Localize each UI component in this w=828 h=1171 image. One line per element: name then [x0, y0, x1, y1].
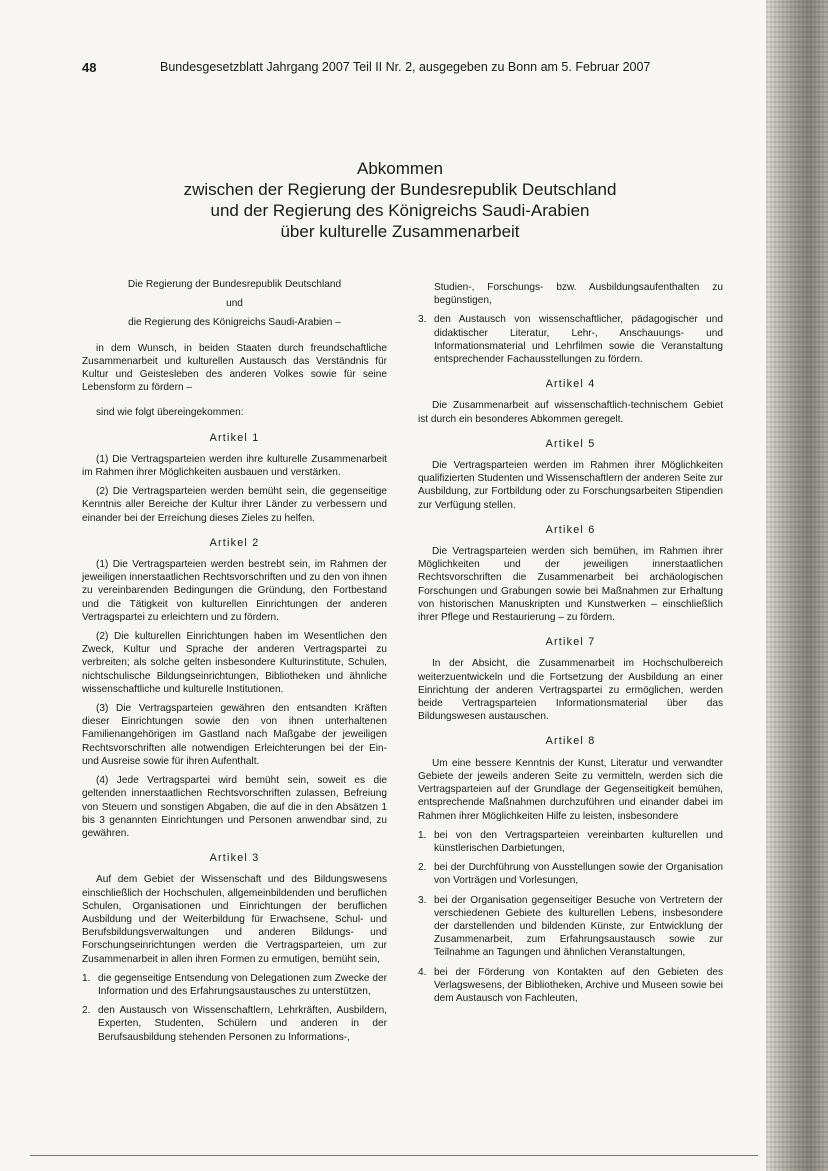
article-3-heading: Artikel 3: [209, 852, 260, 865]
title-line-3: und der Regierung des Königreichs Saudi-Arabien: [210, 201, 590, 220]
list-item: [418, 894, 723, 960]
article-8-heading: Artikel 8: [545, 735, 596, 748]
left-column: [82, 278, 387, 1050]
list-number: 1.: [418, 829, 427, 841]
list-item: [82, 972, 387, 998]
article-2-paragraph-1: (1) Die Vertragsparteien werden bestrebt sein, im Rahmen der jeweiligen innerstaatlichen Rechtsvorschriften und zu den von ihnen zu vereinbarenden Bedingungen die Gründung, den Fortbestand und die Tätigkeit von kulturellen Einrichtungen der anderen Vertragspartei zu erleichtern und zu fördern.: [82, 559, 387, 623]
article-4-heading: Artikel 4: [545, 378, 596, 391]
preamble-wish: in dem Wunsch, in beiden Staaten durch freundschaftliche Zusammenarbeit und kulturellen Austausch das Verständnis für Kultur und Geistesleben des anderen Volkes sowie für seine Lebensform zu fördern –: [82, 342, 387, 394]
list-text: die gegenseitige Entsendung von Delegationen zum Zwecke der Information und des Erfahrungsaustausches zu unterstützen,: [98, 972, 387, 997]
list-item-continuation: [418, 281, 723, 307]
running-head: Bundesgesetzblatt Jahrgang 2007 Teil II Nr. 2, ausgegeben zu Bonn am 5. Februar 2007: [160, 60, 651, 74]
article-5-heading: Artikel 5: [545, 437, 596, 450]
page-number: 48: [82, 60, 97, 75]
preamble-und: und: [226, 298, 243, 310]
article-1-paragraph-2: (2) Die Vertragsparteien werden bemüht sein, die gegenseitige Kenntnis aller Bereiche der Kultur ihrer Länder zu verbessern und einander bei der Erreichung dieses Zieles zu helfen.: [82, 486, 387, 524]
article-2-paragraph-3: (3) Die Vertragsparteien gewähren den entsandten Kräften dieser Einrichtungen sowie den von ihnen unterhaltenen Familienangehörigen im Gastland nach Maßgabe der jeweiligen Rechtsvorschriften alle notwendigen Erleichterungen bei der Ein- und Ausreise sowie für ihren Aufenthalt.: [82, 703, 387, 767]
title-line-4: über kulturelle Zusammenarbeit: [280, 222, 520, 241]
article-5-paragraph: Die Vertragsparteien werden im Rahmen ihrer Möglichkeiten qualifizierten Studenten und Wissenschaftlern der anderen Seite zur Ausbildung, zur Fortbildung oder zu Forschungsarbeiten Stipendien zur Verfügung stellen.: [418, 460, 723, 511]
preamble-party-1: Die Regierung der Bundesrepublik Deutschland: [127, 279, 342, 290]
bottom-rule: [30, 1155, 758, 1156]
article-2-paragraph-4: (4) Jede Vertragspartei wird bemüht sein, soweit es die geltenden innerstaatlichen Rechtsvorschriften zulassen, Befreiung von Steuern und sonstigen Abgaben, die auf die in den Absätzen 1 bis 3 genannten Einrichtungen und Personen anwendbar sind, zu gewähren.: [82, 775, 387, 839]
list-text: bei von den Vertragsparteien vereinbarten kulturellen und künstlerischen Darbietungen,: [434, 829, 723, 854]
list-number: 3.: [418, 894, 427, 906]
article-3-intro: Auf dem Gebiet der Wissenschaft und des Bildungswesens einschließlich der Hochschulen, allgemeinbildenden und beruflichen Schulen, Organisationen und Einrichtungen der beruflichen Ausbildung und der Weiterbildung für Erwachsene, Schul- und Berufsbildungsverwaltungen und anderen Bildungs- und Forschungseinrichtungen werden die Vertragsparteien, um zur Zusammenarbeit in allen ihren Formen zu ermutigen, bemüht sein,: [82, 874, 387, 965]
list-number: 3.: [418, 314, 427, 326]
list-text: bei der Durchführung von Ausstellungen sowie der Organisation von Vorträgen und Vorlesungen,: [434, 862, 723, 887]
list-item: [418, 313, 723, 366]
article-6-paragraph: Die Vertragsparteien werden sich bemühen, im Rahmen ihrer Möglichkeiten und der jeweiligen innerstaatlichen Rechtsvorschriften die Zusammenarbeit bei archäologischen Forschungen und Grabungen sowie bei Maßnahmen zur Erhaltung von historischen Manuskripten und Kunstwerken – einschließlich ihrer Pflege und Restaurierung – zu fördern.: [418, 546, 723, 624]
list-number: 1.: [82, 972, 91, 984]
list-item: [82, 1004, 387, 1044]
document-title: [120, 158, 680, 242]
article-8-intro: Um eine bessere Kenntnis der Kunst, Literatur und verwandter Gebiete der jeweils anderen Seite zu vermitteln, werden sich die Vertragsparteien auf der Grundlage der Gegenseitigkeit bemühen, entsprechende Maßnahmen durchzuführen und einander dabei im Rahmen ihrer Möglichkeiten Hilfe zu leisten, insbesondere: [418, 757, 723, 822]
list-text: bei der Organisation gegenseitiger Besuche von Vertretern der verschiedenen Gebiete des kulturellen Lebens, insbesondere der darstellenden und bildenden Künste, zur Entwicklung der Zusammenarbeit, zum Erfahrungsaustausch sowie zur Teilnahme an Tagungen und ähnlichen Veranstaltungen,: [434, 894, 723, 959]
right-column: [418, 281, 723, 1011]
preamble-party-2: die Regierung des Königreichs Saudi-Arabien –: [128, 317, 341, 329]
list-item: [418, 829, 723, 855]
article-4-paragraph: Die Zusammenarbeit auf wissenschaftlich-technischem Gebiet ist durch ein besonderes Abkommen geregelt.: [418, 400, 723, 425]
list-text: Studien-, Forschungs- bzw. Ausbildungsaufenthalten zu begünstigen,: [434, 282, 723, 307]
list-item: [418, 966, 723, 1006]
title-line-2: zwischen der Regierung der Bundesrepublik Deutschland: [183, 180, 617, 199]
preamble-agreed: sind wie folgt übereingekommen:: [96, 407, 244, 419]
article-1-paragraph-1: (1) Die Vertragsparteien werden ihre kulturelle Zusammenarbeit im Rahmen ihrer Möglichkeiten ausbauen und verstärken.: [82, 453, 387, 479]
article-1-heading: Artikel 1: [209, 431, 260, 444]
article-7-heading: Artikel 7: [545, 636, 596, 649]
list-number: 4.: [418, 966, 427, 978]
list-text: den Austausch von Wissenschaftlern, Lehrkräften, Ausbildern, Experten, Studenten, Schülern und anderen in der Berufsausbildung stehenden Personen zu Informations-,: [98, 1005, 387, 1043]
list-text: den Austausch von wissenschaftlicher, pädagogischer und didaktischer Literatur, Lehr-, Anschauungs- und Informationsmaterial und Lehrfilmen sowie die Veranstaltung entsprechender Fachausstellungen zu fördern.: [434, 314, 723, 366]
article-2-heading: Artikel 2: [209, 536, 260, 549]
list-text: bei der Förderung von Kontakten auf den Gebieten des Verlagswesens, der Bibliotheken, Archive und Museen sowie bei dem Austausch von Fachleuten,: [434, 966, 723, 1004]
list-number: 2.: [82, 1005, 91, 1017]
list-item: [418, 861, 723, 887]
scan-edge-shadow: [766, 0, 828, 1171]
article-7-paragraph: In der Absicht, die Zusammenarbeit im Hochschulbereich weiterzuentwickeln und die Fortsetzung der Ausbildung an einer Einrichtung der anderen Vertragspartei zu ermöglichen, werden beide Vertragsparteien Informationsmaterial über das Bildungswesen austauschen.: [418, 658, 723, 723]
article-2-paragraph-2: (2) Die kulturellen Einrichtungen haben im Wesentlichen den Zweck, Kultur und Sprache der anderen Vertragspartei zu verbreiten; als solche gelten insbesondere Kulturinstitute, Schulen, nichtschulische Bildungseinrichtungen, Bibliotheken und ähnliche wissenschaftliche und kulturelle Institutionen.: [82, 631, 387, 695]
list-number: 2.: [418, 862, 427, 874]
article-6-heading: Artikel 6: [545, 523, 596, 536]
title-line-1: Abkommen: [357, 159, 443, 178]
